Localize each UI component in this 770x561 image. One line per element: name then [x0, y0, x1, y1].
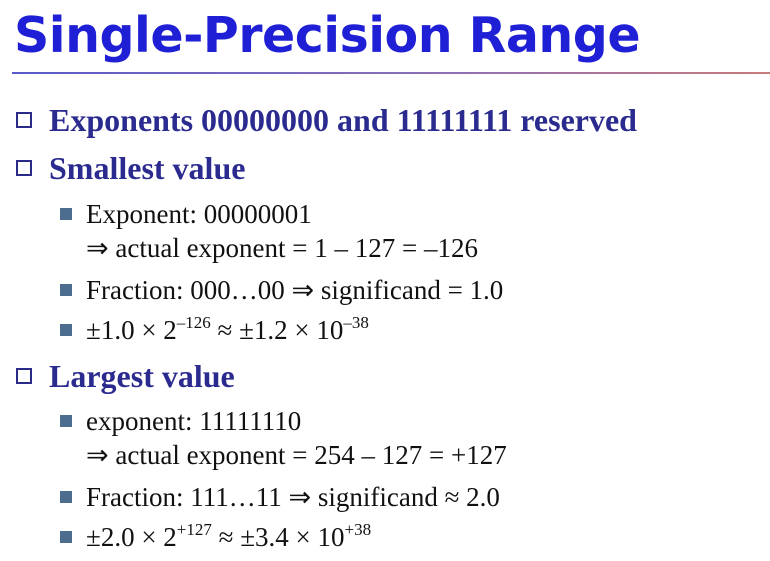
smallest-value-text — [86, 312, 369, 346]
smallest-fraction-text: Fraction: 000…00 ⇒ significand = 1.0 — [86, 274, 504, 305]
smallest-value-approx: ≈ ±1.2 × 10 — [210, 314, 344, 345]
hollow-square-bullet-icon — [16, 368, 32, 384]
smallest-value-exponent: –126 — [176, 312, 211, 332]
largest-value-base: ±2.0 × 2 — [86, 521, 177, 552]
bullet-largest — [16, 358, 235, 394]
sub-bullet-smallest-fraction — [60, 274, 503, 306]
filled-square-bullet-icon — [60, 208, 72, 220]
title-divider — [12, 72, 770, 74]
smallest-exponent-actual: ⇒ actual exponent = 1 – 127 = –126 — [86, 233, 479, 263]
smallest-value-exponent-decimal: –38 — [343, 312, 369, 332]
smallest-value-base: ±1.0 × 2 — [86, 314, 177, 345]
slide-title: Single-Precision Range — [14, 7, 641, 64]
sub-bullet-smallest-exponent — [60, 198, 312, 230]
bullet-reserved — [16, 102, 637, 138]
largest-value-exponent: +127 — [176, 519, 212, 539]
sub-bullet-smallest-value — [60, 314, 369, 346]
filled-square-bullet-icon — [60, 284, 72, 296]
hollow-square-bullet-icon — [16, 112, 32, 128]
sub-bullet-largest-fraction — [60, 481, 500, 513]
filled-square-bullet-icon — [60, 415, 72, 427]
largest-value-approx: ≈ ±3.4 × 10 — [211, 521, 345, 552]
filled-square-bullet-icon — [60, 491, 72, 503]
largest-exponent-text: exponent: 11111110 — [86, 405, 302, 436]
sub-bullet-largest-value — [60, 521, 371, 553]
largest-value-text — [86, 519, 372, 553]
sub-bullet-largest-exponent — [60, 405, 301, 437]
bullet-reserved-text: Exponents 00000000 and 11111111 reserved — [49, 101, 637, 138]
smallest-exponent-text: Exponent: 00000001 — [86, 198, 312, 229]
hollow-square-bullet-icon — [16, 160, 32, 176]
bullet-smallest-text: Smallest value — [49, 149, 246, 186]
filled-square-bullet-icon — [60, 531, 72, 543]
filled-square-bullet-icon — [60, 324, 72, 336]
largest-value-exponent-decimal: +38 — [344, 519, 372, 539]
bullet-largest-text: Largest value — [49, 357, 235, 394]
largest-fraction-text: Fraction: 111…11 ⇒ significand ≈ 2.0 — [86, 481, 500, 512]
largest-exponent-actual: ⇒ actual exponent = 254 – 127 = +127 — [86, 440, 507, 470]
bullet-smallest — [16, 150, 245, 186]
